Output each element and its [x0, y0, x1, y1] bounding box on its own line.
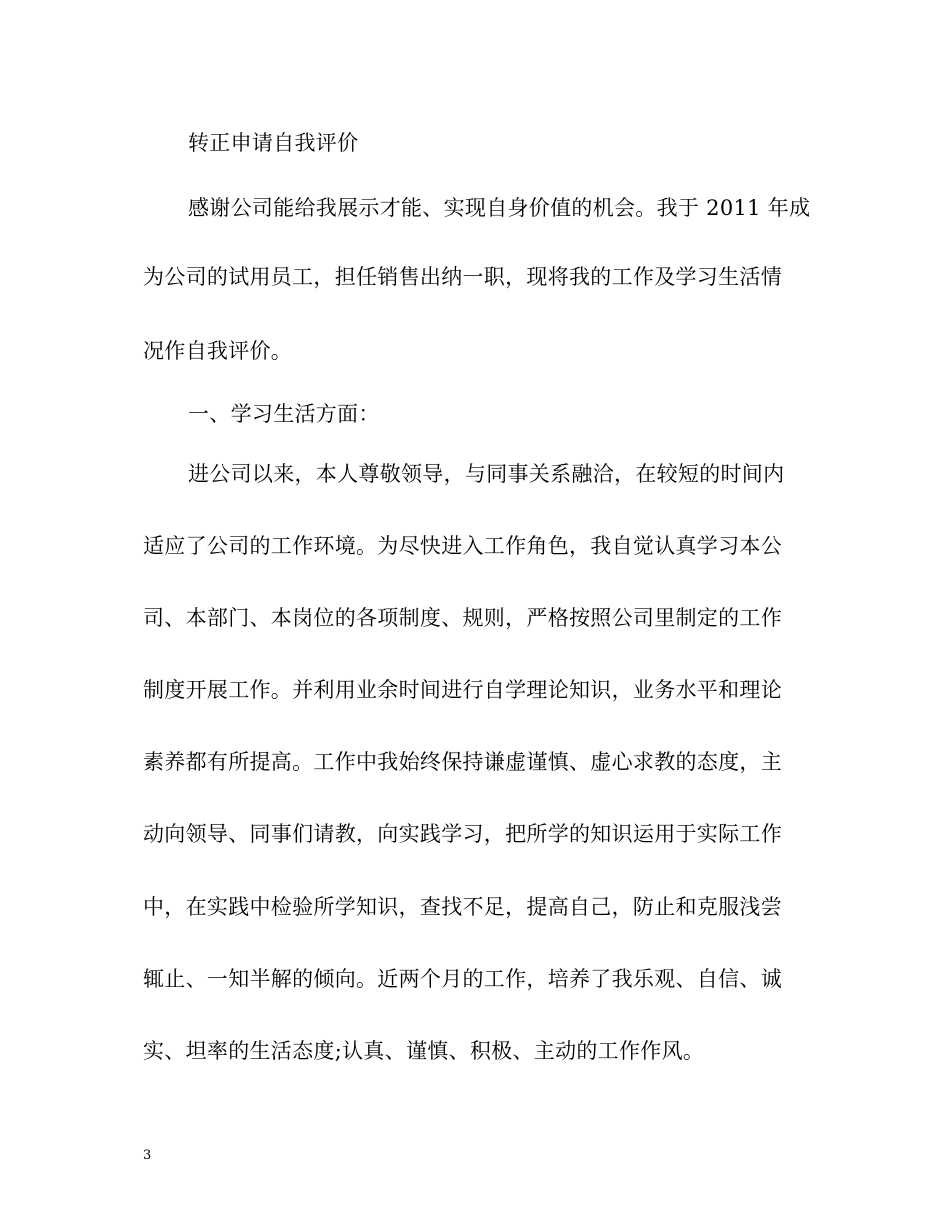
document-title: 转正申请自我评价 [188, 131, 359, 155]
paragraph-line: 进公司以来，本人尊敬领导，与同事关系融洽，在较短的时间内 [188, 462, 785, 486]
paragraph-line: 制度开展工作。并利用业余时间进行自学理论知识，业务水平和理论 [143, 678, 782, 702]
paragraph-line: 素养都有所提高。工作中我始终保持谦虚谨慎、虚心求教的态度，主 [143, 750, 782, 774]
paragraph-line: 动向领导、同事们请教，向实践学习，把所学的知识运用于实际工作 [143, 822, 782, 846]
page-number: 3 [143, 1148, 152, 1163]
section-heading-text: 一、学习生活方面： [188, 402, 380, 426]
paragraph-line: 中，在实践中检验所学知识，查找不足，提高自己，防止和克服浅尝 [143, 895, 782, 919]
paragraph-line: 为公司的试用员工，担任销售出纳一职，现将我的工作及学习生活情 [143, 265, 782, 289]
paragraph-line: 况作自我评价。 [143, 339, 293, 363]
paragraph-line: 适应了公司的工作环境。为尽快进入工作角色，我自觉认真学习本公 [143, 534, 782, 558]
paragraph-line: 司、本部门、本岗位的各项制度、规则，严格按照公司里制定的工作 [143, 606, 782, 630]
paragraph-line: 实、坦率的生活态度;认真、谨慎、积极、主动的工作作风。 [143, 1039, 705, 1063]
paragraph-line: 感谢公司能给我展示才能、实现自身价值的机会。我于 2011 年成 [188, 196, 811, 220]
paragraph-line: 辄止、一知半解的倾向。近两个月的工作，培养了我乐观、自信、诚 [143, 967, 782, 991]
